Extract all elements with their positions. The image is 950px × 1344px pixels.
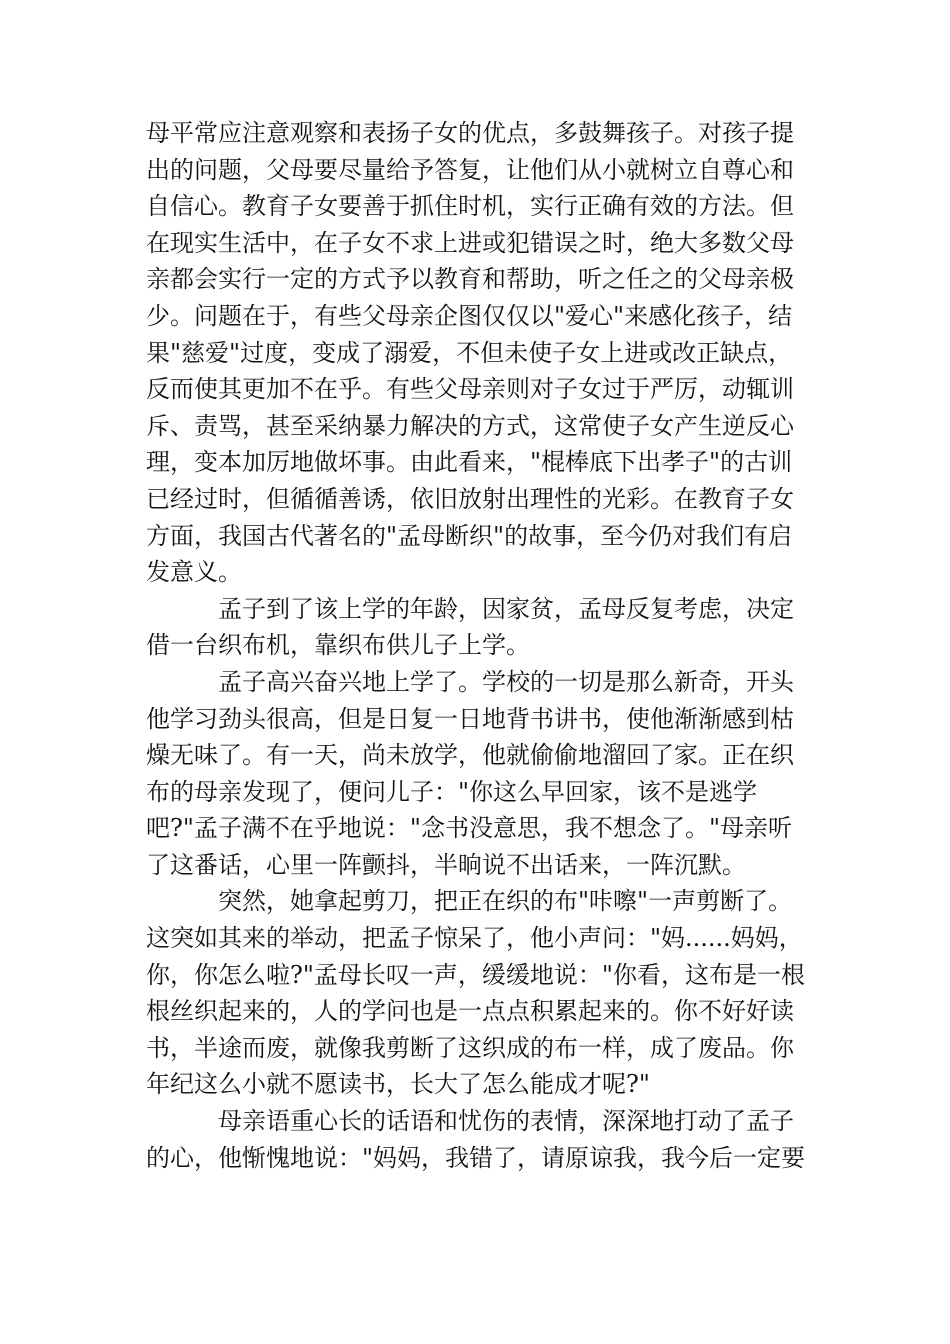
text-line: 布的母亲发现了，便问儿子："你这么早回家，该不是逃学	[146, 777, 758, 806]
text-line: 果"慈爱"过度，变成了溺爱，不但未使子女上进或改正缺点，	[146, 338, 793, 367]
text-line: 母平常应注意观察和表扬子女的优点，多鼓舞孩子。对孩子提	[146, 119, 794, 147]
text-line: 自信心。教育子女要善于抓住时机，实行正确有效的方法。但	[146, 192, 794, 221]
text-line: 在现实生活中，在子女不求上进或犯错误之时，绝大多数父母	[146, 228, 794, 257]
text-line: 亲都会实行一定的方式予以教育和帮助，听之任之的父母亲极	[146, 265, 794, 294]
text-line: 出的问题，父母要尽量给予答复，让他们从小就树立自尊心和	[146, 155, 794, 184]
body-text	[146, 115, 816, 1176]
text-line: 孟子高兴奋兴地上学了。学校的一切是那么新奇，开头	[218, 667, 794, 696]
text-line: 已经过时，但循循善诱，依旧放射出理性的光彩。在教育子女	[146, 484, 794, 513]
text-line: 书，半途而废，就像我剪断了这织成的布一样，成了废品。你	[146, 1033, 794, 1062]
text-line: 方面，我国古代著名的"孟母断织"的故事，至今仍对我们有启	[146, 521, 793, 550]
text-line: 了这番话，心里一阵颤抖，半晌说不出话来，一阵沉默。	[146, 850, 746, 879]
text-line: 你，你怎么啦?"孟母长叹一声，缓缓地说："你看，这布是一根	[146, 960, 805, 989]
text-line: 少。问题在于，有些父母亲企图仅仅以"爱心"来感化孩子，结	[146, 301, 793, 330]
text-line: 吧?"孟子满不在乎地说："念书没意思，我不想念了。"母亲听	[146, 814, 792, 843]
text-line: 燥无味了。有一天，尚未放学，他就偷偷地溜回了家。正在织	[146, 741, 794, 770]
text-line: 的心，他惭愧地说："妈妈，我错了，请原谅我，我今后一定要	[146, 1143, 806, 1172]
text-line: 突然，她拿起剪刀，把正在织的布"咔嚓"一声剪断了。	[218, 887, 793, 916]
text-line: 母亲语重心长的话语和忧伤的表情，深深地打动了孟子	[218, 1107, 794, 1136]
text-line: 他学习劲头很高，但是日复一日地背书讲书，使他渐渐感到枯	[146, 704, 794, 733]
text-line: 年纪这么小就不愿读书，长大了怎么能成才呢?"	[146, 1070, 650, 1099]
text-line: 发意义。	[146, 558, 242, 587]
text-line: 孟子到了该上学的年龄，因家贫，孟母反复考虑，决定	[218, 594, 794, 623]
text-line: 反而使其更加不在乎。有些父母亲则对子女过于严厉，动辄训	[146, 375, 794, 404]
text-line: 借一台织布机，靠织布供儿子上学。	[146, 631, 530, 660]
text-line: 这突如其来的举动，把孟子惊呆了，他小声问："妈......妈妈，	[146, 924, 803, 953]
text-line: 理，变本加厉地做坏事。由此看来，"棍棒底下出孝子"的古训	[146, 448, 793, 477]
text-line: 斥、责骂，甚至采纳暴力解决的方式，这常使子女产生逆反心	[146, 411, 794, 440]
text-line: 根丝织起来的，人的学问也是一点点积累起来的。你不好好读	[146, 997, 794, 1026]
